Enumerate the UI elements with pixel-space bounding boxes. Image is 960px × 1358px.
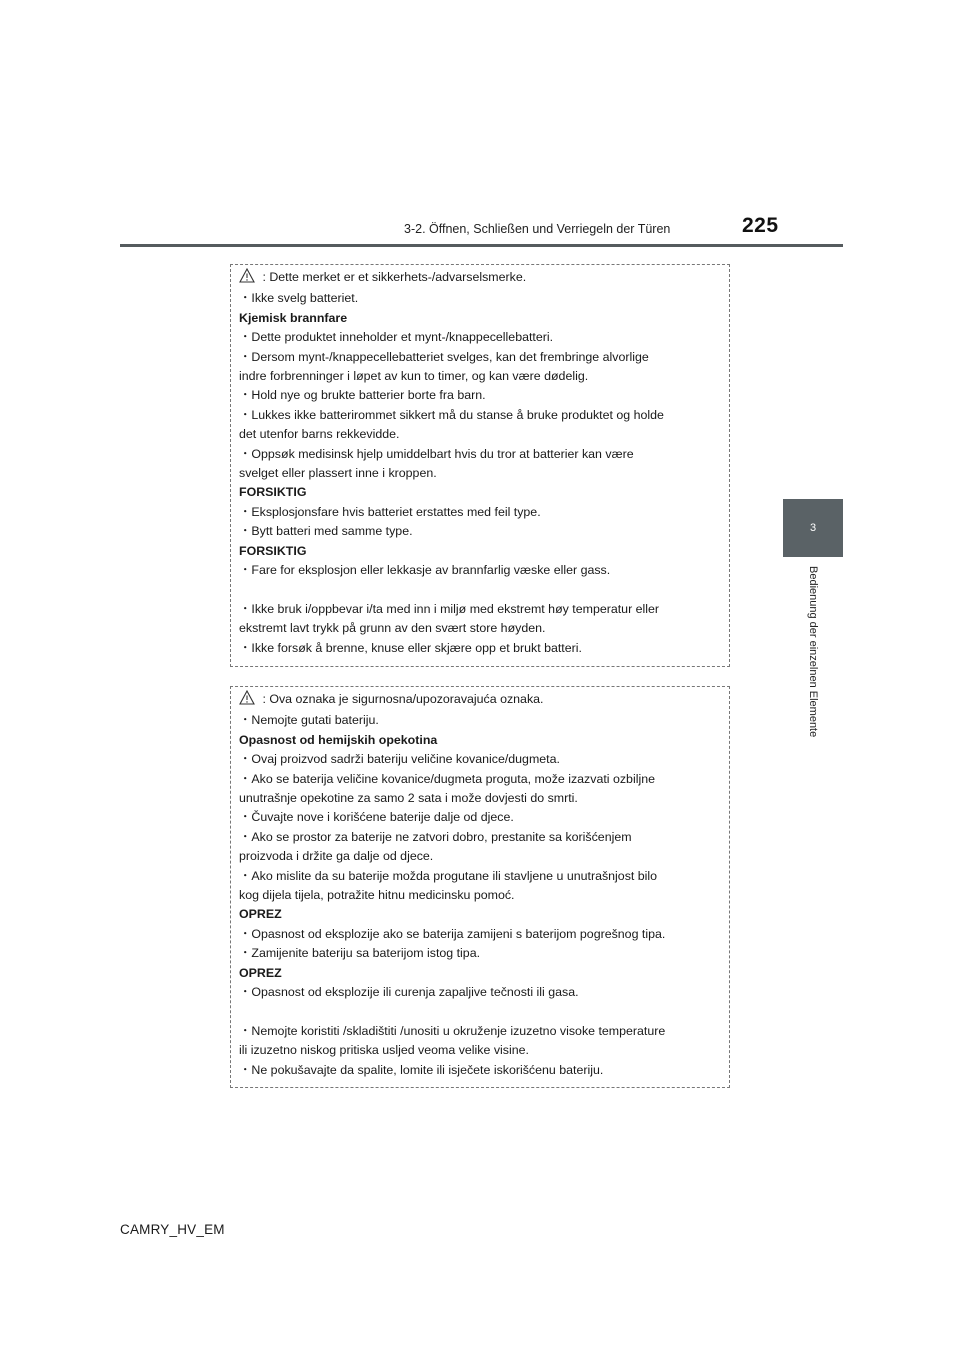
box-line (239, 464, 729, 483)
box-line (239, 445, 729, 464)
box-intro-line (239, 690, 729, 711)
box-line-text: Kjemisk brannfare (239, 310, 348, 325)
box-line (239, 925, 729, 944)
box-line-text: svelget eller plassert inne i kroppen. (239, 466, 437, 481)
box-line (239, 348, 729, 367)
box-line (239, 639, 729, 658)
box-line-text: ili izuzetno niskog pritiska usljed veoma velike visine. (239, 1043, 529, 1058)
box-line-text: indre forbrenninger i løpet av kun to timer, og kan være dødelig. (239, 369, 589, 384)
box-heading (239, 964, 729, 983)
box-line (239, 944, 729, 963)
box-line (239, 1061, 729, 1080)
box-line (239, 289, 729, 308)
box-heading (239, 309, 729, 328)
box-line-text: OPREZ (239, 965, 282, 980)
box-line (239, 770, 729, 789)
box-line-text: ・Fare for eksplosjon eller lekkasje av brannfarlig væske eller gass. (239, 563, 611, 578)
paragraph-gap (239, 1003, 729, 1022)
box-line-text: ・Lukkes ikke batterirommet sikkert må du stanse å bruke produktet og holde (239, 407, 664, 422)
box-line (239, 522, 729, 541)
box-heading (239, 542, 729, 561)
chapter-title: Bedienung der einzelnen Elemente (807, 566, 819, 738)
warning-box-croatian (230, 686, 730, 1088)
box-line-text: ・Oppsøk medisinsk hjelp umiddelbart hvis du tror at batterier kan være (239, 446, 634, 461)
box-line-text: ・Ako mislite da su baterije možda progutane ili stavljene u unutrašnjost bilo (239, 868, 658, 883)
box-line-text: ・Ovaj proizvod sadrži bateriju veličine kovanice/dugmeta. (239, 752, 560, 767)
warning-triangle-icon (239, 268, 259, 289)
box-line-text: : Dette merket er et sikkerhets-/advarselsmerke. (259, 270, 527, 284)
box-line (239, 828, 729, 847)
box-line-text: ・Ne pokušavajte da spalite, lomite ili isječete iskorišćenu bateriju. (239, 1062, 604, 1077)
box-line (239, 406, 729, 425)
page-number: 225 (742, 214, 779, 237)
box-line (239, 425, 729, 444)
box-line (239, 789, 729, 808)
warning-triangle-icon (239, 690, 259, 711)
box-line-text: ・Zamijenite bateriju sa baterijom istog tipa. (239, 946, 481, 961)
box-line-text: FORSIKTIG (239, 543, 307, 558)
box-line (239, 503, 729, 522)
box-heading (239, 731, 729, 750)
chapter-number-tab (783, 499, 843, 557)
box-line (239, 711, 729, 730)
box-line (239, 328, 729, 347)
box-line-text: FORSIKTIG (239, 485, 307, 500)
header-divider (120, 244, 843, 247)
box-line-text: ・Ako se baterija veličine kovanice/dugmeta proguta, može izazvati ozbiljne (239, 771, 655, 786)
box-intro-line (239, 268, 729, 289)
box-heading (239, 905, 729, 924)
box-line (239, 886, 729, 905)
box-line (239, 367, 729, 386)
chapter-title-vertical (783, 566, 843, 776)
box-line-text: det utenfor barns rekkevidde. (239, 427, 400, 442)
box-line (239, 750, 729, 769)
box-line-text: ・Hold nye og brukte batterier borte fra barn. (239, 388, 486, 403)
box-line-text: ・Ako se prostor za baterije ne zatvori dobro, prestanite sa korišćenjem (239, 829, 632, 844)
model-code: CAMRY_HV_EM (120, 1222, 225, 1237)
box-line-text: ・Opasnost od eksplozije ili curenja zapaljive tečnosti ili gasa. (239, 985, 579, 1000)
box-line-text: proizvoda i držite ga dalje od djece. (239, 849, 434, 864)
box-heading (239, 483, 729, 502)
section-title: 3-2. Öffnen, Schließen und Verriegeln der Türen (404, 222, 671, 236)
box-line-text: Opasnost od hemijskih opekotina (239, 732, 438, 747)
box-line (239, 619, 729, 638)
box-line (239, 1022, 729, 1041)
box-line (239, 847, 729, 866)
box-line (239, 867, 729, 886)
box-line (239, 386, 729, 405)
box-line-text: ・Nemojte koristiti /skladištiti /unositi u okruženje izuzetno visoke temperature (239, 1023, 666, 1038)
box-line (239, 983, 729, 1002)
box-line-text: ・Dersom mynt-/knappecellebatteriet svelges, kan det frembringe alvorlige (239, 349, 649, 364)
box-line (239, 561, 729, 580)
paragraph-gap (239, 581, 729, 600)
box-line-text: ekstremt lavt trykk på grunn av den svært store høyden. (239, 621, 546, 636)
box-line-text: ・Opasnost od eksplozije ako se baterija zamijeni s baterijom pogrešnog tipa. (239, 926, 666, 941)
chapter-number: 3 (809, 522, 817, 534)
box-line-text: unutrašnje opekotine za samo 2 sata i može dovjesti do smrti. (239, 791, 578, 806)
box-line-text: ・Ikke svelg batteriet. (239, 291, 359, 306)
box-line-text: kog dijela tijela, potražite hitnu medicinsku pomoć. (239, 888, 515, 903)
box-line-text: ・Ikke bruk i/oppbevar i/ta med inn i miljø med ekstremt høy temperatur eller (239, 601, 660, 616)
box-line-text: ・Eksplosjonsfare hvis batteriet erstattes med feil type. (239, 504, 541, 519)
box-line-text: ・Nemojte gutati bateriju. (239, 713, 379, 728)
box-line (239, 808, 729, 827)
box-line-text: OPREZ (239, 907, 282, 922)
box-line-text: : Ova oznaka je sigurnosna/upozoravajuća oznaka. (259, 692, 544, 706)
box-line (239, 1041, 729, 1060)
box-line-text: ・Ikke forsøk å brenne, knuse eller skjære opp et brukt batteri. (239, 640, 582, 655)
box-line-text: ・Dette produktet inneholder et mynt-/knappecellebatteri. (239, 330, 554, 345)
box-line (239, 600, 729, 619)
box-line-text: ・Čuvajte nove i korišćene baterije dalje od djece. (239, 810, 514, 825)
warning-box-norwegian (230, 264, 730, 667)
box-line-text: ・Bytt batteri med samme type. (239, 524, 413, 539)
